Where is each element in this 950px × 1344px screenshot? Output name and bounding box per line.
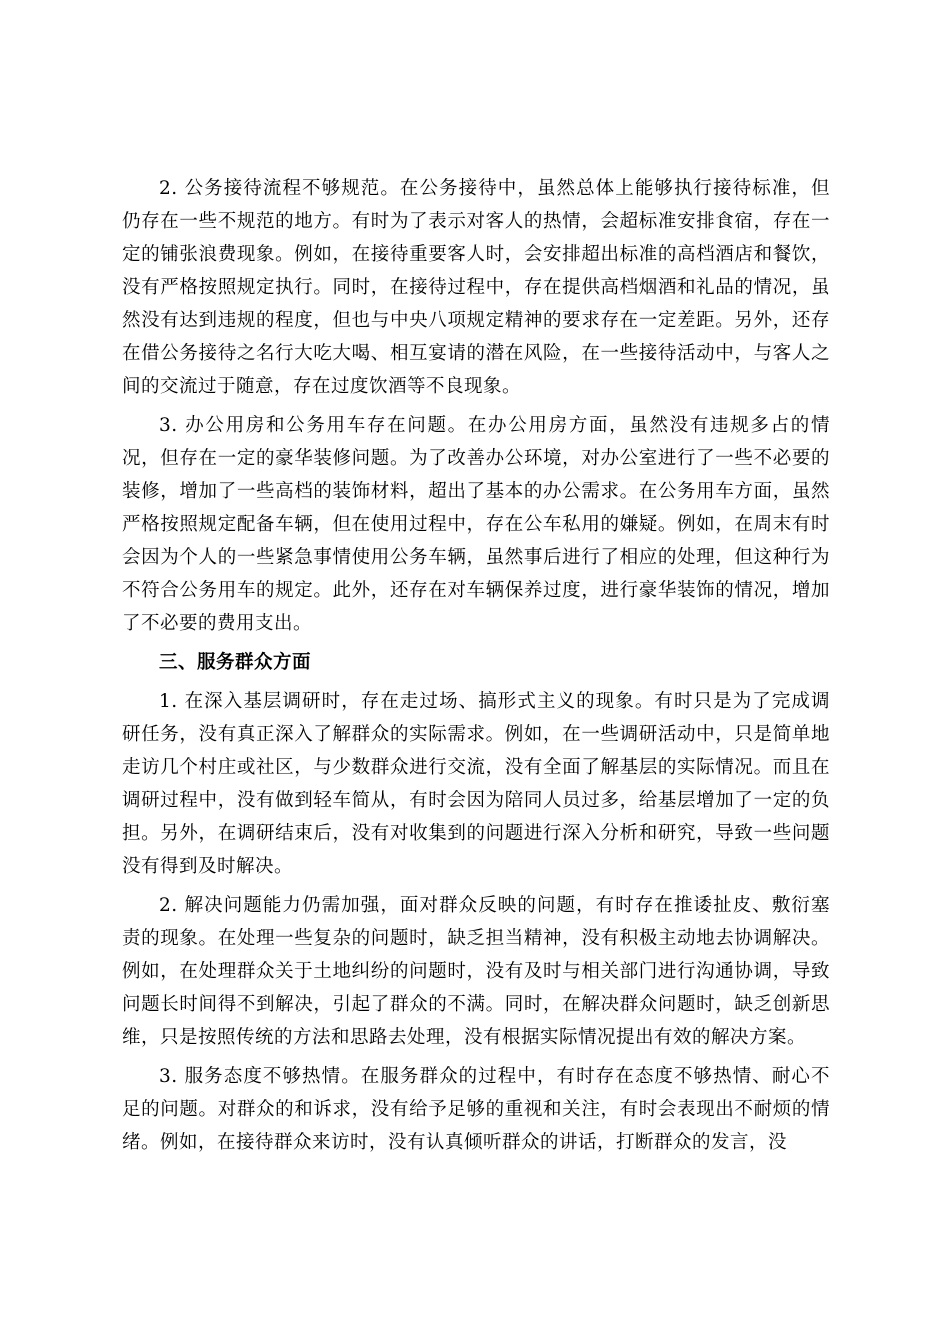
paragraph-reception-process: 2. 公务接待流程不够规范。在公务接待中，虽然总体上能够执行接待标准，但仍存在一些不规范的地方。有时为了表示对客人的热情，会超标准安排食宿，存在一定的铺张浪费现象。例如，在接待重要客人时，会安排超出标准的高档酒店和餐饮，没有严格按照规定执行。同时，在接待过程中，存在提供高档烟酒和礼品的情况，虽然没有达到违规的程度，但也与中央八项规定精神的要求存在一定差距。另外，还存在借公务接待之名行大吃大喝、相互宴请的潜在风险，在一些接待活动中，与客人之间的交流过于随意，存在过度饮酒等不良现象。 — [122, 178, 830, 397]
paragraph-problem-solving: 2. 解决问题能力仍需加强，面对群众反映的问题，有时存在推诿扯皮、敷衍塞责的现象。在处理一些复杂的问题时，缺乏担当精神，没有积极主动地去协调解决。例如，在处理群众关于土地纠纷的问题时，没有及时与相关部门进行沟通协调，导致问题长时间得不到解决，引起了群众的不满。同时，在解决群众问题时，缺乏创新思维，只是按照传统的方法和思路去处理，没有根据实际情况提出有效的解决方案。 — [122, 895, 830, 1048]
paragraph-service-attitude: 3. 服务态度不够热情。在服务群众的过程中，有时存在态度不够热情、耐心不足的问题。对群众的和诉求，没有给予足够的重视和关注，有时会表现出不耐烦的情绪。例如，在接待群众来访时，没有认真倾听群众的讲话，打断群众的发言，没 — [122, 1066, 830, 1153]
document-page — [122, 172, 830, 1165]
section-heading-serving-masses: 三、服务群众方面 — [159, 652, 312, 673]
paragraph-grassroots-research: 1. 在深入基层调研时，存在走过场、搞形式主义的现象。有时只是为了完成调研任务，没有真正深入了解群众的实际需求。例如，在一些调研活动中，只是简单地走访几个村庄或社区，与少数群众进行交流，没有全面了解基层的实际情况。而且在调研过程中，没有做到轻车简从，有时会因为陪同人员过多，给基层增加了一定的负担。另外，在调研结束后，没有对收集到的问题进行深入分析和研究，导致一些问题没有得到及时解决。 — [122, 691, 830, 877]
paragraph-office-vehicles: 3. 办公用房和公务用车存在问题。在办公用房方面，虽然没有违规多占的情况，但存在一定的豪华装修问题。为了改善办公环境，对办公室进行了一些不必要的装修，增加了一些高档的装饰材料，超出了基本的办公需求。在公务用车方面，虽然严格按照规定配备车辆，但在使用过程中，存在公车私用的嫌疑。例如，在周末有时会因为个人的一些紧急事情使用公务车辆，虽然事后进行了相应的处理，但这种行为不符合公务用车的规定。此外，还存在对车辆保养过度，进行豪华装饰的情况，增加了不必要的费用支出。 — [122, 415, 830, 634]
